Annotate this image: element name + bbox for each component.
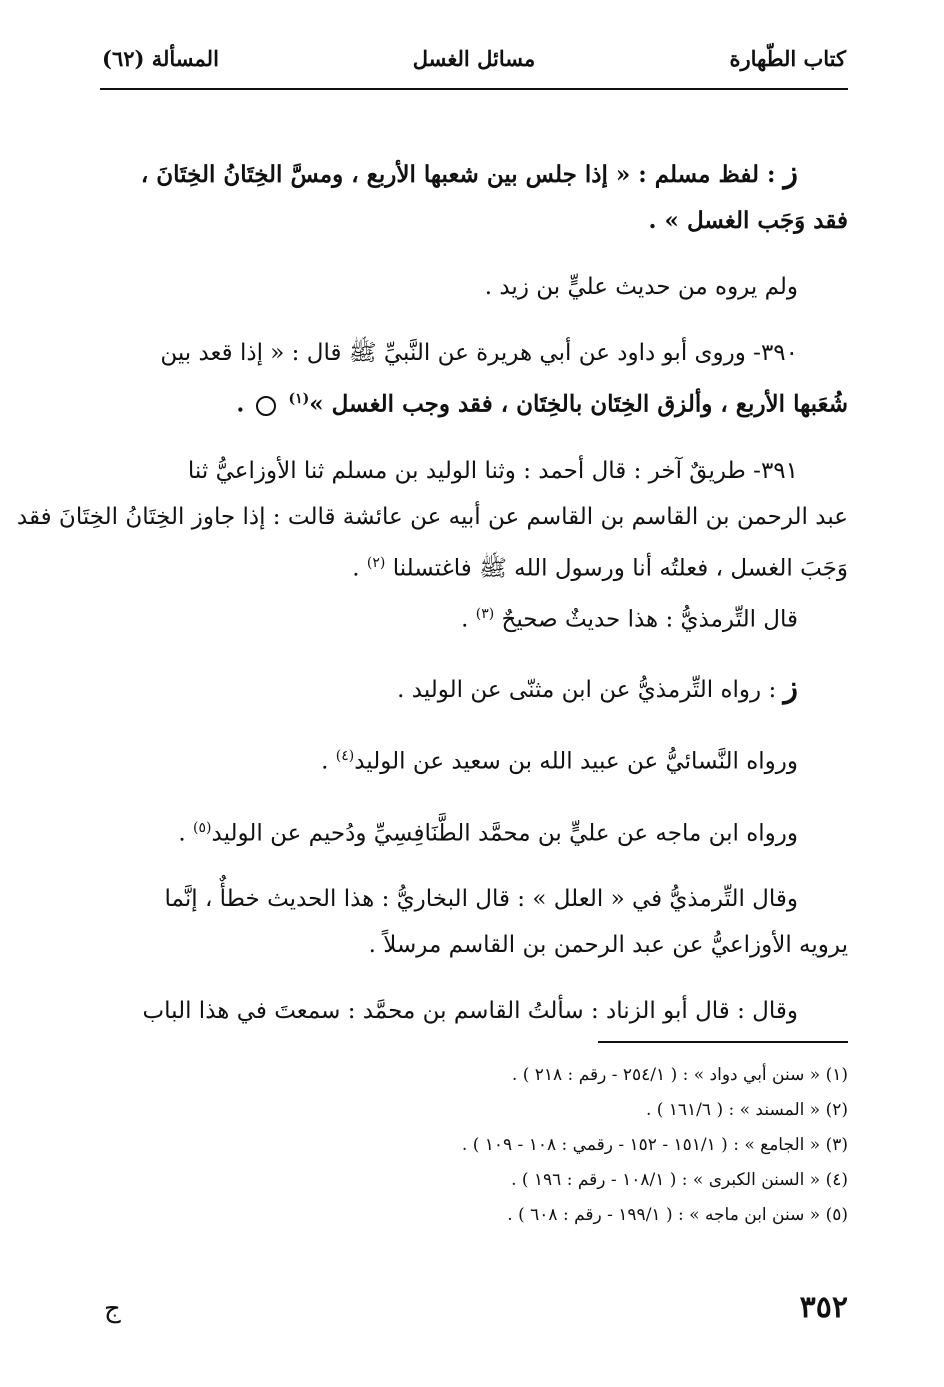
paragraph-line: وقال التِّرمذيُّ في « العلل » : قال البخاريُّ : هذا الحديث خطأٌ ، إنَّما <box>164 886 798 913</box>
paragraph-ibn-majah <box>100 805 848 857</box>
paragraph-line <box>100 591 848 643</box>
paragraph-text: : رواه التِّرمذيُّ عن ابن مثنّى عن الوليد . <box>397 676 777 703</box>
paragraph-ilal <box>100 876 848 968</box>
hadith-391 <box>16 448 848 643</box>
page-body <box>16 150 848 1054</box>
paragraph-text: وَجَبَ الغسل ، فعلتُه أنا ورسول الله ﷺ فاغتسلنا <box>392 555 848 582</box>
footnote-item: (٣) « الجامع » : ( ١٥١/١ - ١٥٢ - رقمي : ١٠٨ - ١٠٩ ) . <box>461 1135 848 1155</box>
footnote-ref[interactable]: (٥) <box>193 819 212 836</box>
paragraph-abu-zinad <box>100 988 848 1034</box>
footnote-ref[interactable]: (٢) <box>366 554 386 571</box>
page-number: ٣٥٢ <box>799 1290 848 1325</box>
zay-marker: ز <box>783 155 798 190</box>
footnote-divider <box>598 1041 848 1043</box>
paragraph-text: ولم يروه من حديث عليٍّ بن زيد . <box>484 274 798 300</box>
paragraph-line: يرويه الأوزاعيُّ عن عبد الرحمن بن القاسم مرسلاً . <box>368 932 848 959</box>
paragraph-line: ٣٩٠- وروى أبو داود عن أبي هريرة عن النَّبيِّ ﷺ قال : « إذا قعد بين <box>160 340 798 366</box>
paragraph-text: ورواه ابن ماجه عن عليٍّ بن محمَّد الطَّنَافِسِيِّ ودُحيم عن الوليد <box>211 820 798 847</box>
paragraph-line <box>100 665 848 713</box>
signature-mark: ج <box>104 1294 121 1324</box>
paragraph-line <box>100 540 848 592</box>
running-header <box>100 40 848 90</box>
paragraph-zay-tirmidhi <box>100 665 848 713</box>
paragraph-text: قال التِّرمذيُّ : هذا حديثٌ صحيحٌ <box>501 606 798 633</box>
footnote-item: (٥) « سنن ابن ماجه » : ( ١٩٩/١ - رقم : ٦٠٨ ) . <box>507 1205 848 1225</box>
book-title: كتاب الطّهارة <box>729 46 846 71</box>
paragraph-text: : لفظ مسلم : « إذا جلس بين شعبها الأربع ، ومسَّ الخِتَانُ الخِتَانَ ، <box>140 161 776 188</box>
footnote-item: (٢) « المسند » : ( ١٦١/٦ ) . <box>645 1100 848 1120</box>
footnote-ref[interactable]: (٤) <box>335 747 355 764</box>
paragraph-text: وقال : قال أبو الزناد : سألتُ القاسم بن محمَّد : سمعتَ في هذا الباب <box>142 998 798 1025</box>
footnotes <box>100 1058 848 1233</box>
paragraph-text: ورواه النَّسائيُّ عن عبيد الله بن سعيد عن الوليد <box>354 748 798 775</box>
chapter-title: مسائل الغسل <box>412 46 536 71</box>
footnote-item: (١) « سنن أبي دواد » : ( ٢٥٤/١ - رقم : ٢١٨ ) . <box>511 1065 848 1085</box>
paragraph-line: عبد الرحمن بن القاسم بن القاسم عن أبيه عن عائشة قالت : إذا جاوز الخِتَانُ الخِتَانَ فقد <box>16 503 848 530</box>
paragraph-text: . <box>352 555 360 582</box>
paragraph-line <box>100 376 848 428</box>
footnote-ref[interactable]: (١) <box>288 391 310 407</box>
footnote-item: (٤) « السنن الكبرى » : ( ١٠٨/١ - رقم : ١٩٦ ) . <box>511 1170 848 1190</box>
paragraph-text: . <box>236 390 245 418</box>
zay-marker: ز <box>783 669 798 705</box>
paragraph-text: . <box>461 606 469 633</box>
paragraph-line: ٣٩١- طريقٌ آخر : قال أحمد : وثنا الوليد بن مسلم ثنا الأوزاعيُّ ثنا <box>187 457 798 484</box>
issue-number: المسألة (٦٢) <box>102 46 219 71</box>
paragraph-text: . <box>178 820 186 847</box>
paragraph-zay-muslim <box>100 150 848 244</box>
paragraph-nasai <box>100 733 848 785</box>
paragraph-line <box>100 733 848 785</box>
footnote-ref[interactable]: (٣) <box>475 606 495 623</box>
paragraph-line <box>100 805 848 857</box>
paragraph-line: فقد وَجَب الغسل » . <box>648 207 848 234</box>
paragraph-no-narration <box>100 264 848 310</box>
paragraph-text: . <box>321 748 329 775</box>
paragraph-line <box>100 150 848 198</box>
paragraph-text: شُعَبها الأربع ، وألزق الخِتَان بالخِتَان ، فقد وجب الغسل » <box>309 390 848 418</box>
circle-marker-icon <box>256 396 276 416</box>
hadith-390 <box>100 330 848 428</box>
